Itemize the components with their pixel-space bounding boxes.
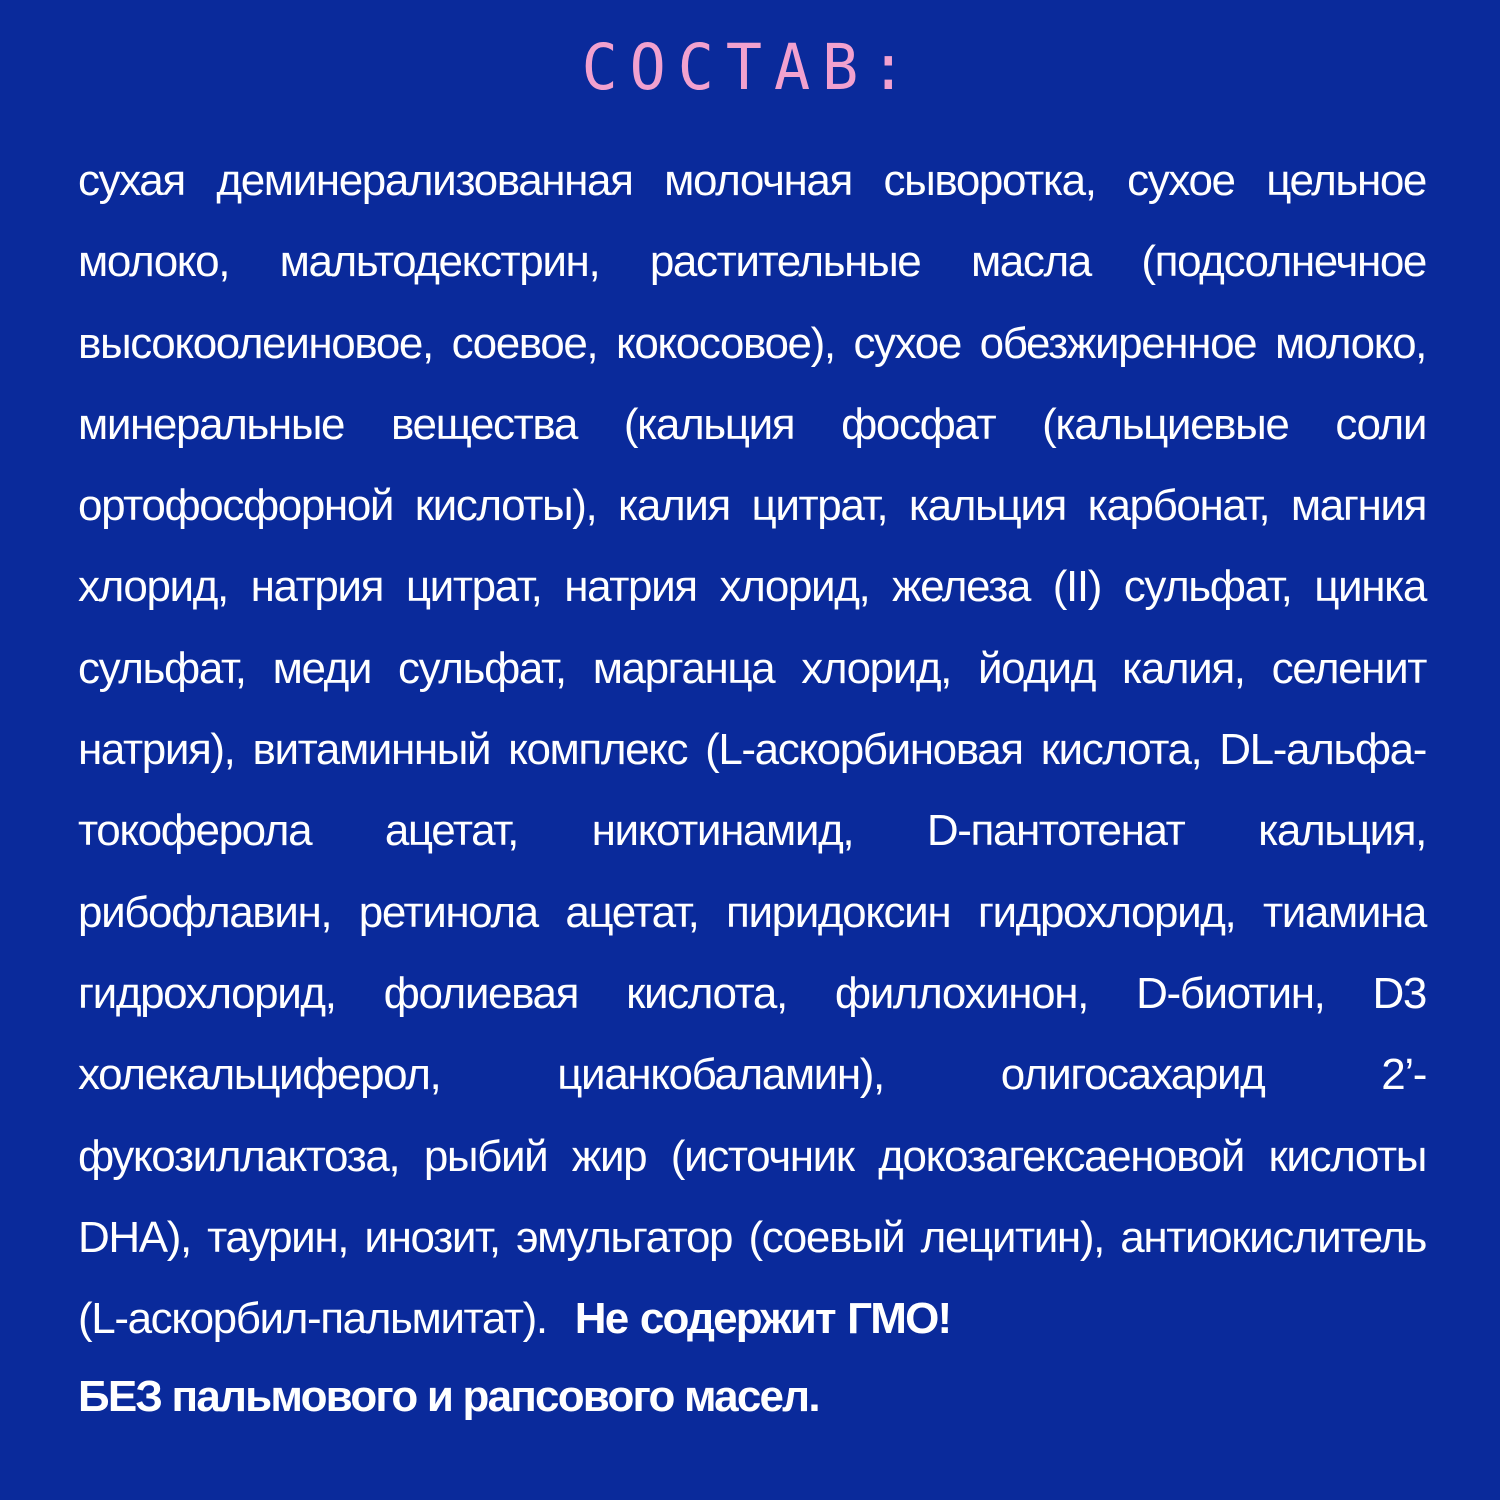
palm-oil-free-note: БЕЗ пальмового и рапсового масел. <box>78 1372 819 1421</box>
gmo-free-note: Не содержит ГМО! <box>574 1294 951 1344</box>
composition-title: СОСТАВ: <box>581 31 919 105</box>
ingredients-list: сухая деминерализованная молочная сыворотка, сухое цельное молоко, мальтодекстрин, растительные масла (подсолнечное высокоолеиновое, соевое, кокосовое), сухое обезжиренное молоко, минеральные вещества (кальция фосфат (кальциевые соли ортофосфорной кислоты), калия цитрат, кальция карбонат, магния хлорид, натрия цитрат, натрия хлорид, железа (II) сульфат, цинка сульфат, меди сульфат, марганца хлорид, йодид калия, селенит натрия), витаминный комплекс (L-аскорбиновая кислота, DL-альфа-токоферола ацетат, никотинамид, D-пантотенат кальция, рибофлавин, ретинола ацетат, пиридоксин гидрохлорид, тиамина гидрохлорид, фолиевая кислота, филлохинон, D-биотин, D3 холекальциферол, цианкобаламин), олигосахарид 2’-фукозиллактоза, рыбий жир (источник докозагексаеновой кислоты DHA), таурин, инозит, эмульгатор (соевый лецитин), антиокислитель (L-аскорбил-пальмитат). <box>78 156 1426 1344</box>
ingredients-paragraph <box>78 140 1426 1359</box>
